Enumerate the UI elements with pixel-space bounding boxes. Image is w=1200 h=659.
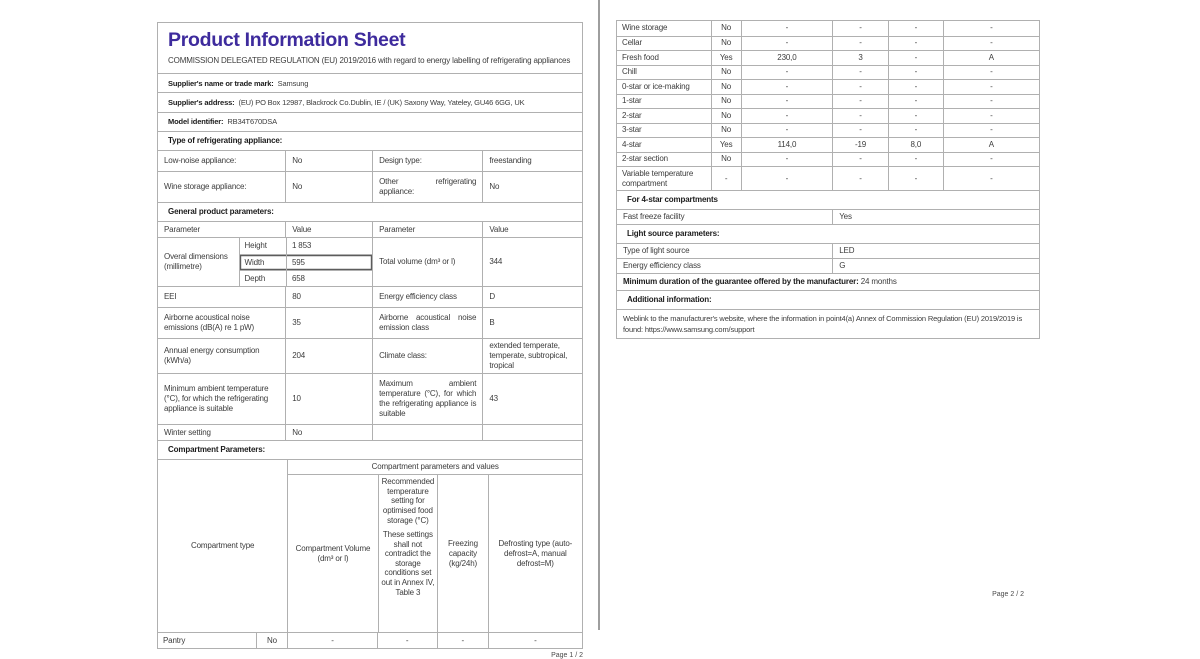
compartment-type: Cellar <box>622 38 642 48</box>
compartment-row <box>617 123 1039 138</box>
parameter-value: 43 <box>482 374 582 424</box>
info-value: Samsung <box>277 78 309 88</box>
compartment-defrosting-type: A <box>943 51 1039 65</box>
weblink-url[interactable]: https://www.samsung.com/support <box>644 324 755 334</box>
page1-footer: Page 1 / 2 <box>551 652 583 659</box>
parameter-row <box>158 307 582 338</box>
parameter-label <box>372 339 482 373</box>
compartment-row <box>617 79 1039 94</box>
compartment-table-header <box>158 459 582 632</box>
temperature-header-line2: These settings shall not contradict the storage conditions set out in Annex IV, Table 3 <box>381 530 435 597</box>
compartment-temperature: - <box>832 21 888 36</box>
compartment-volume: - <box>287 633 376 648</box>
parameter-value: No <box>285 151 372 171</box>
compartment-defrosting-type: - <box>943 153 1039 167</box>
info-label: Model identifier: <box>168 117 224 127</box>
compartment-defrosting-type: - <box>943 37 1039 51</box>
guarantee-label: Minimum duration of the guarantee offered by the manufacturer: <box>623 276 859 286</box>
light-source-row <box>617 244 1039 259</box>
compartment-type: 2-star section <box>622 154 668 164</box>
light-source-row <box>617 258 1039 273</box>
temperature-header-line1: Recommended temperature setting for optimised food storage (°C) <box>381 477 435 525</box>
parameter-col-header: Parameter <box>372 222 482 237</box>
parameter-label-text: Airborne acoustical noise emission class <box>379 313 477 333</box>
weblink-row <box>617 309 1039 339</box>
compartment-row <box>617 108 1039 123</box>
parameter-value: 10 <box>285 374 372 424</box>
dimension-name: Width <box>244 257 265 267</box>
compartment-present: No <box>711 21 741 36</box>
supplier-info-rows <box>158 73 582 131</box>
compartment-defrosting-type: - <box>943 95 1039 109</box>
parameter-label: Winter setting <box>164 427 211 437</box>
appliance-type-rows <box>158 150 582 202</box>
compartment-volume: - <box>741 80 833 94</box>
page1-sheet <box>157 22 583 649</box>
supplier-info-row <box>158 112 582 131</box>
compartment-present: No <box>711 66 741 80</box>
parameter-value: 80 <box>285 287 372 307</box>
light-source-value: G <box>832 259 1039 273</box>
page2-sheet <box>616 20 1040 339</box>
light-source-value: LED <box>832 244 1039 259</box>
compartment-freezing-capacity: - <box>888 80 943 94</box>
parameter-label-text: Climate class: <box>379 351 427 361</box>
parameter-label-text: Maximum ambient temperature (°C), for which the refrigerating appliance is suitable <box>379 379 477 419</box>
value-col-header: Value <box>285 222 372 237</box>
fast-freeze-label: Fast freeze facility <box>623 211 685 221</box>
info-label: Supplier's address: <box>168 97 235 107</box>
compartment-row <box>617 50 1039 65</box>
dimension-subrow <box>240 238 373 254</box>
compartment-temperature: -19 <box>832 138 888 152</box>
dimensions-label: Overal dimensions (millimetre) <box>164 252 228 272</box>
compartment-temperature: - <box>832 167 888 190</box>
compartment-freezing-capacity: 8,0 <box>888 138 943 152</box>
compartment-rows-page1 <box>158 632 582 648</box>
compartment-temperature: - <box>832 80 888 94</box>
general-section-header: General product parameters: <box>158 202 582 221</box>
compartment-type: Wine storage <box>622 23 668 33</box>
compartment-present: No <box>711 95 741 109</box>
page-title: Product Information Sheet <box>168 29 406 51</box>
compartment-volume: - <box>741 109 833 123</box>
info-label: Supplier's name or trade mark: <box>168 78 274 88</box>
compartment-defrosting-type: - <box>943 167 1039 190</box>
parameter-row <box>158 151 582 171</box>
compartment-defrosting-type: - <box>943 21 1039 36</box>
dimension-value: 658 <box>286 271 372 286</box>
compartment-volume: - <box>741 153 833 167</box>
compartment-present: Yes <box>711 51 741 65</box>
compartment-defrosting-type: - <box>488 633 582 648</box>
regulation-text: COMMISSION DELEGATED REGULATION (EU) 2019/2016 with regard to energy labelling of refrigerating appliances <box>168 56 571 66</box>
compartment-row <box>617 152 1039 167</box>
compartment-type: 2-star <box>622 110 642 120</box>
parameter-header-row <box>158 221 582 237</box>
compartment-volume: - <box>741 95 833 109</box>
compartment-type: 1-star <box>622 96 642 106</box>
compartment-values-header <box>287 460 582 632</box>
light-source-label: Type of light source <box>623 245 690 255</box>
compartment-defrosting-type: - <box>943 66 1039 80</box>
parameter-value: D <box>482 287 582 307</box>
value-col-header: Value <box>482 222 582 237</box>
parameter-col-header: Parameter <box>164 224 200 234</box>
parameter-label <box>372 374 482 424</box>
dimensions-subtable <box>239 238 373 286</box>
page-divider <box>598 0 600 630</box>
temperature-header <box>378 475 438 632</box>
parameter-label <box>372 172 482 202</box>
compartment-present: No <box>711 80 741 94</box>
compartment-temperature: 3 <box>832 51 888 65</box>
compartment-present: No <box>711 37 741 51</box>
compartment-volume: - <box>741 66 833 80</box>
compartment-freezing-capacity: - <box>888 51 943 65</box>
compartment-temperature: - <box>377 633 437 648</box>
compartment-type: Chill <box>622 67 637 77</box>
compartment-temperature: - <box>832 153 888 167</box>
parameter-row <box>158 373 582 424</box>
compartment-row <box>617 137 1039 152</box>
total-volume-label: Total volume (dm³ or l) <box>372 238 482 286</box>
compartment-freezing-capacity: - <box>888 124 943 138</box>
compartment-row <box>617 166 1039 190</box>
weblink-text: Weblink to the manufacturer's website, where the information in point4(a) Annex of Commission Regulation (EU) 2019/2019 is found: <box>623 313 1023 334</box>
four-star-section-header: For 4-star compartments <box>617 190 1039 209</box>
compartment-freezing-capacity: - <box>888 109 943 123</box>
compartment-temperature: - <box>832 66 888 80</box>
compartment-freezing-capacity: - <box>888 66 943 80</box>
parameter-label: Minimum ambient temperature (°C), for which the refrigerating appliance is suitable <box>164 384 269 414</box>
parameter-row <box>158 287 582 307</box>
parameter-row <box>158 338 582 373</box>
parameter-label: Airborne acoustical noise emissions (dB(A) re 1 pW) <box>164 313 255 333</box>
compartment-type: Fresh food <box>622 52 659 62</box>
compartment-freezing-capacity: - <box>437 633 488 648</box>
dimensions-row <box>158 237 582 286</box>
supplier-info-row <box>158 74 582 92</box>
parameter-label: Low-noise appliance: <box>164 156 237 166</box>
parameter-label-text: Energy efficiency class <box>379 292 457 302</box>
compartment-defrosting-type: - <box>943 109 1039 123</box>
compartment-present: No <box>711 153 741 167</box>
compartment-volume: - <box>741 124 833 138</box>
dimension-subrow <box>240 254 373 270</box>
compartment-present: Yes <box>711 138 741 152</box>
page-1 <box>157 22 583 659</box>
compartment-defrosting-type: - <box>943 124 1039 138</box>
compartment-temperature: - <box>832 109 888 123</box>
compartment-present: No <box>711 124 741 138</box>
compartment-row <box>617 21 1039 36</box>
page-2 <box>616 20 1040 598</box>
fast-freeze-value: Yes <box>832 210 1039 224</box>
info-value: RB34T670DSA <box>227 117 278 127</box>
compartment-present: No <box>256 633 288 648</box>
compartment-freezing-capacity: - <box>888 95 943 109</box>
compartment-present: - <box>711 167 741 190</box>
parameter-label-text: Design type: <box>379 156 422 166</box>
dimension-value: 595 <box>286 255 372 270</box>
dimension-subrow <box>240 270 373 286</box>
info-value: (EU) PO Box 12987, Blackrock Co.Dublin, IE / (UK) Saxony Way, Yateley, GU46 6GG, UK <box>238 97 525 107</box>
compartment-rows-page2 <box>617 21 1039 190</box>
parameter-label: Wine storage appliance: <box>164 182 247 192</box>
volume-header: Compartment Volume (dm³ or l) <box>295 543 371 563</box>
compartment-defrosting-type: - <box>943 80 1039 94</box>
dimension-name: Depth <box>244 273 266 283</box>
light-source-rows <box>617 243 1039 273</box>
parameter-value: 204 <box>285 339 372 373</box>
compartment-temperature: - <box>832 95 888 109</box>
compartment-section-header: Compartment Parameters: <box>158 440 582 459</box>
parameter-value: No <box>482 172 582 202</box>
compartment-volume: 230,0 <box>741 51 833 65</box>
dimension-value: 1 853 <box>286 238 372 254</box>
compartment-type: 4-star <box>622 139 642 149</box>
light-source-label: Energy efficiency class <box>623 260 701 270</box>
compartment-freezing-capacity: - <box>888 167 943 190</box>
page2-footer: Page 2 / 2 <box>992 591 1024 598</box>
parameter-value: No <box>285 172 372 202</box>
parameter-label: EEI <box>164 292 177 302</box>
compartment-volume: - <box>741 37 833 51</box>
compartment-temperature: - <box>832 37 888 51</box>
compartment-freezing-capacity: - <box>888 37 943 51</box>
compartment-row <box>617 36 1039 51</box>
general-parameter-rows <box>158 286 582 440</box>
fast-freeze-row <box>617 209 1039 224</box>
parameter-row <box>158 424 582 440</box>
parameter-label <box>372 151 482 171</box>
compartment-span-header: Compartment parameters and values <box>288 460 582 475</box>
light-source-section-header: Light source parameters: <box>617 224 1039 243</box>
parameter-label <box>372 308 482 338</box>
compartment-row <box>158 633 582 648</box>
additional-info-section-header: Additional information: <box>617 290 1039 309</box>
parameter-value: B <box>482 308 582 338</box>
parameter-value: extended temperate, temperate, subtropical, tropical <box>482 339 582 373</box>
compartment-present: No <box>711 109 741 123</box>
dimension-name: Height <box>244 241 267 251</box>
parameter-value: No <box>285 425 372 440</box>
parameter-label: Annual energy consumption (kWh/a) <box>164 346 260 366</box>
parameter-label <box>372 425 482 440</box>
compartment-freezing-capacity: - <box>888 153 943 167</box>
parameter-value <box>482 425 582 440</box>
compartment-temperature: - <box>832 124 888 138</box>
parameter-label-text: Other refrigerating appliance: <box>379 177 477 197</box>
freezing-capacity-header: Freezing capacity (kg/24h) <box>437 475 488 632</box>
compartment-row <box>617 94 1039 109</box>
supplier-info-row <box>158 92 582 111</box>
compartment-type-header: Compartment type <box>190 541 255 551</box>
parameter-value: freestanding <box>482 151 582 171</box>
compartment-volume: - <box>741 167 833 190</box>
compartment-type: Variable temperature compartment <box>622 168 694 188</box>
compartment-type: 0-star or ice-making <box>622 81 690 91</box>
compartment-volume: - <box>741 21 833 36</box>
compartment-subheaders <box>288 475 582 632</box>
compartment-volume: 114,0 <box>741 138 833 152</box>
compartment-type: Pantry <box>163 635 186 645</box>
guarantee-row <box>617 273 1039 290</box>
title-block <box>158 23 582 73</box>
compartment-defrosting-type: A <box>943 138 1039 152</box>
compartment-freezing-capacity: - <box>888 21 943 36</box>
total-volume-value: 344 <box>482 238 582 286</box>
type-section-header: Type of refrigerating appliance: <box>158 131 582 150</box>
compartment-type: 3-star <box>622 125 642 135</box>
compartment-row <box>617 65 1039 80</box>
defrosting-type-header: Defrosting type (auto-defrost=A, manual defrost=M) <box>488 475 582 632</box>
parameter-value: 35 <box>285 308 372 338</box>
parameter-label <box>372 287 482 307</box>
guarantee-value: 24 months <box>860 276 897 286</box>
parameter-row <box>158 171 582 202</box>
